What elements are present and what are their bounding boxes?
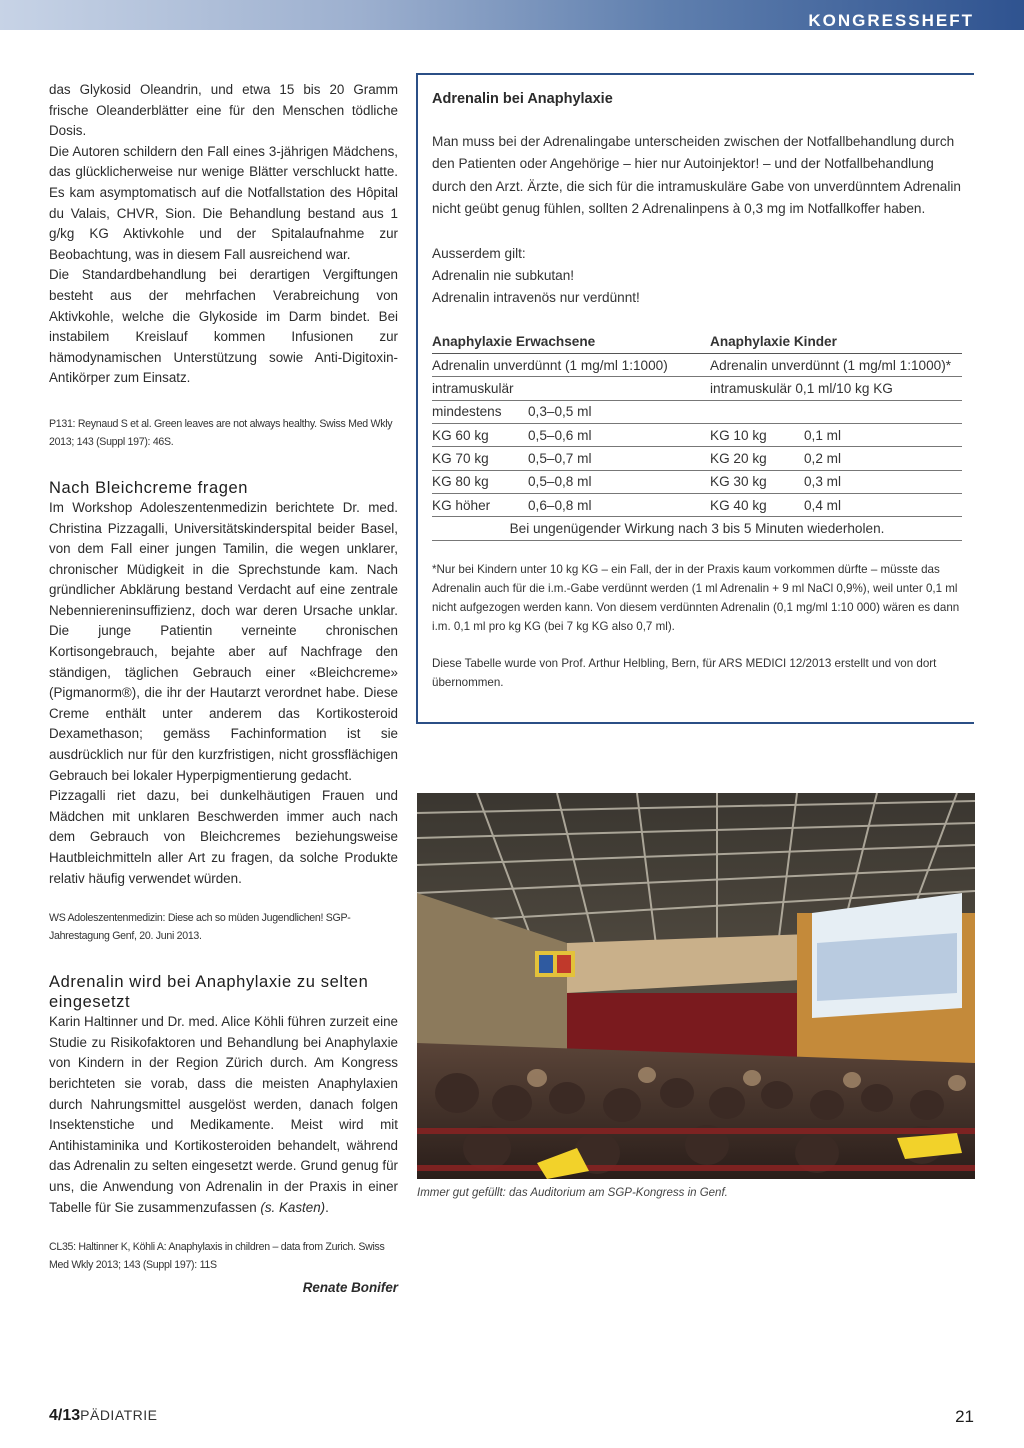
reference: WS Adoleszentenmedizin: Diese ach so müden Jugendlichen! SGP-Jahrestagung Genf, 20. Juni 2013.	[49, 912, 351, 943]
author: Renate Bonifer	[302, 1280, 398, 1296]
table-row: Bei ungenügender Wirkung nach 3 bis 5 Minuten wiederholen.	[432, 517, 962, 540]
paragraph: Pizzagalli riet dazu, bei dunkelhäutigen Frauen und Mädchen mit unklaren Beschwerden immer auch nach dem Gebrauch von Bleichcremes beziehungsweise Hautbleichmitteln aller Art zu fragen, da solche Produkte relativ häufig verwendet würden.	[49, 788, 398, 886]
table-row: KG 70 kg 0,5–0,7 ml KG 20 kg 0,2 ml	[432, 447, 962, 470]
box-paragraph: Man muss bei der Adrenalingabe unterscheiden zwischen der Notfallbehandlung durch den Patienten oder Angehörige – hier nur Autoinjektor! – und der Notfallbehandlung durch den Arzt. Ärzte, die sich für die intramuskuläre Gabe von unverdünntem Adrenalin nicht geübt genug fühlen, sollten 2 Adrenalinpens à 0,3 mg im Notfallkoffer haben.	[432, 134, 961, 217]
info-box	[416, 73, 974, 724]
heading-adrenalin: Adrenalin wird bei Anaphylaxie zu selten eingesetzt	[49, 973, 369, 1012]
magazine-name: PÄDIATRIE	[80, 1407, 158, 1423]
heading-bleichcreme: Nach Bleichcreme fragen	[49, 478, 249, 497]
table-row: mindestens 0,3–0,5 ml	[432, 400, 962, 423]
header-child: Anaphylaxie Kinder	[710, 331, 962, 354]
box-title: Adrenalin bei Anaphylaxie	[432, 91, 613, 107]
paragraph: Im Workshop Adoleszentenmedizin berichtete Dr. med. Christina Pizzagalli, Universitätskinderspital beider Basel, von dem Fall einer jungen Tamilin, die wegen unklarer, chronischer Müdigkeit in die Sprechstunde kam. Nach gründlicher Abklärung bestand Verdacht auf eine zentrale Nebenniereninsuffizienz, doch war deren Ursache unklar. Die junge Patientin verneinte chronischen Kortisongebrauch, bejahte aber auf Nachfrage den ständigen, täglichen Gebrauch einer «Bleichcreme» (Pigmanorm®), die ihr der Hautarzt verordnet habe. Diese Creme enthält unter anderem das Kortikosteroid Dexamethason; gemäss Fachinformation ist sie ausdrücklich nur für den kurzfristigen, nicht grossflächigen Gebrauch bei lokaler Hyperpigmentierung gedacht.	[49, 499, 398, 783]
page-number: 21	[955, 1407, 974, 1426]
box-line: Adrenalin nie subkutan!	[432, 268, 575, 284]
table-row: KG höher 0,6–0,8 ml KG 40 kg 0,4 ml	[432, 493, 962, 516]
section-title: KONGRESSHEFT	[808, 11, 974, 30]
left-column	[49, 80, 398, 1295]
table-header-row	[432, 331, 962, 354]
table-row: Adrenalin unverdünnt (1 mg/ml 1:1000) Adrenalin unverdünnt (1 mg/ml 1:1000)*	[432, 354, 962, 377]
auditorium-photo	[417, 793, 975, 1179]
footer-issue	[49, 1407, 158, 1425]
paragraph: Die Standardbehandlung bei derartigen Vergiftungen besteht aus der mehrfachen Verabreichung von Aktivkohle, welche die Glykoside im Darm bindet. Bei instabilem Kreislauf kommen Infusionen zur hämodynamischen Unterstützung sowie Anti-Digitoxin-Antikörper zum Einsatz.	[49, 267, 398, 386]
photo-caption: Immer gut gefüllt: das Auditorium am SGP-Kongress in Genf.	[417, 1187, 728, 1199]
paragraph: Karin Haltinner und Dr. med. Alice Köhli führen zurzeit eine Studie zu Risikofaktoren und Behandlung bei Anaphylaxie von Kindern in der Region Zürich durch. Am Kongress berichteten sie vorab, dass die meisten Anaphylaxien durch Nahrungsmittel ausgelöst werden, danach folgen Insektenstiche und Medikamente. Meist wird mit Antihistaminika und Kortikosteroiden behandelt, während das Adrenalin zu selten eingesetzt werde. Grund genug für uns, die Anwendung von Adrenalin in der Praxis in einer Tabelle für Sie zusammenzufassen (s. Kasten).	[49, 1014, 398, 1215]
table-footnote: *Nur bei Kindern unter 10 kg KG – ein Fall, der in der Praxis kaum vorkommen dürfte – müsste das Adrenalin auch für die i.m.-Gabe verdünnt werden (1 ml Adrenalin + 9 ml NaCl 0,9%), weil unter 0,1 ml nicht aufgezogen werden kann. Von diesem verdünnten Adrenalin (0,1 mg/ml 1:10 000) wären es dann i.m. 0,1 ml pro kg KG (bei 7 kg KG also 0,7 ml).	[432, 562, 960, 633]
issue-number: 4/13	[49, 1407, 81, 1424]
paragraph: Die Autoren schildern den Fall eines 3-jährigen Mädchens, das glücklicherweise nur wenige Blätter verschluckt hatte. Es kam asymptomatisch auf die Notfallstation des Hôpital du Valais, CHVR, Sion. Die Behandlung bestand aus 1 g/kg KG Aktivkohle und der Spitalaufnahme zur Beobachtung, was in diesem Fall ausreichend war.	[49, 143, 398, 262]
header-adult: Anaphylaxie Erwachsene	[432, 331, 710, 354]
box-reference-link: (s. Kasten)	[260, 1199, 326, 1215]
table-row: KG 80 kg 0,5–0,8 ml KG 30 kg 0,3 ml	[432, 470, 962, 493]
table-row: intramuskulär intramuskulär 0,1 ml/10 kg KG	[432, 377, 962, 400]
reference: P131: Reynaud S et al. Green leaves are not always healthy. Swiss Med Wkly 2013; 143 (Suppl 197): 46S.	[49, 417, 393, 448]
box-line: Ausserdem gilt:	[432, 245, 526, 261]
box-line: Adrenalin intravenös nur verdünnt!	[432, 290, 640, 306]
table-source: Diese Tabelle wurde von Prof. Arthur Helbling, Bern, für ARS MEDICI 12/2013 erstellt und von dort übernommen.	[432, 656, 937, 689]
auditorium-image	[417, 793, 975, 1179]
paragraph: das Glykosid Oleandrin, und etwa 15 bis 20 Gramm frische Oleanderblätter eine für den Menschen tödliche Dosis.	[49, 82, 398, 139]
dosage-table	[432, 331, 962, 541]
reference: CL35: Haltinner K, Köhli A: Anaphylaxis in children – data from Zurich. Swiss Med Wkly 2013; 143 (Suppl 197): 11S	[49, 1241, 385, 1272]
table-row: KG 60 kg 0,5–0,6 ml KG 10 kg 0,1 ml	[432, 424, 962, 447]
